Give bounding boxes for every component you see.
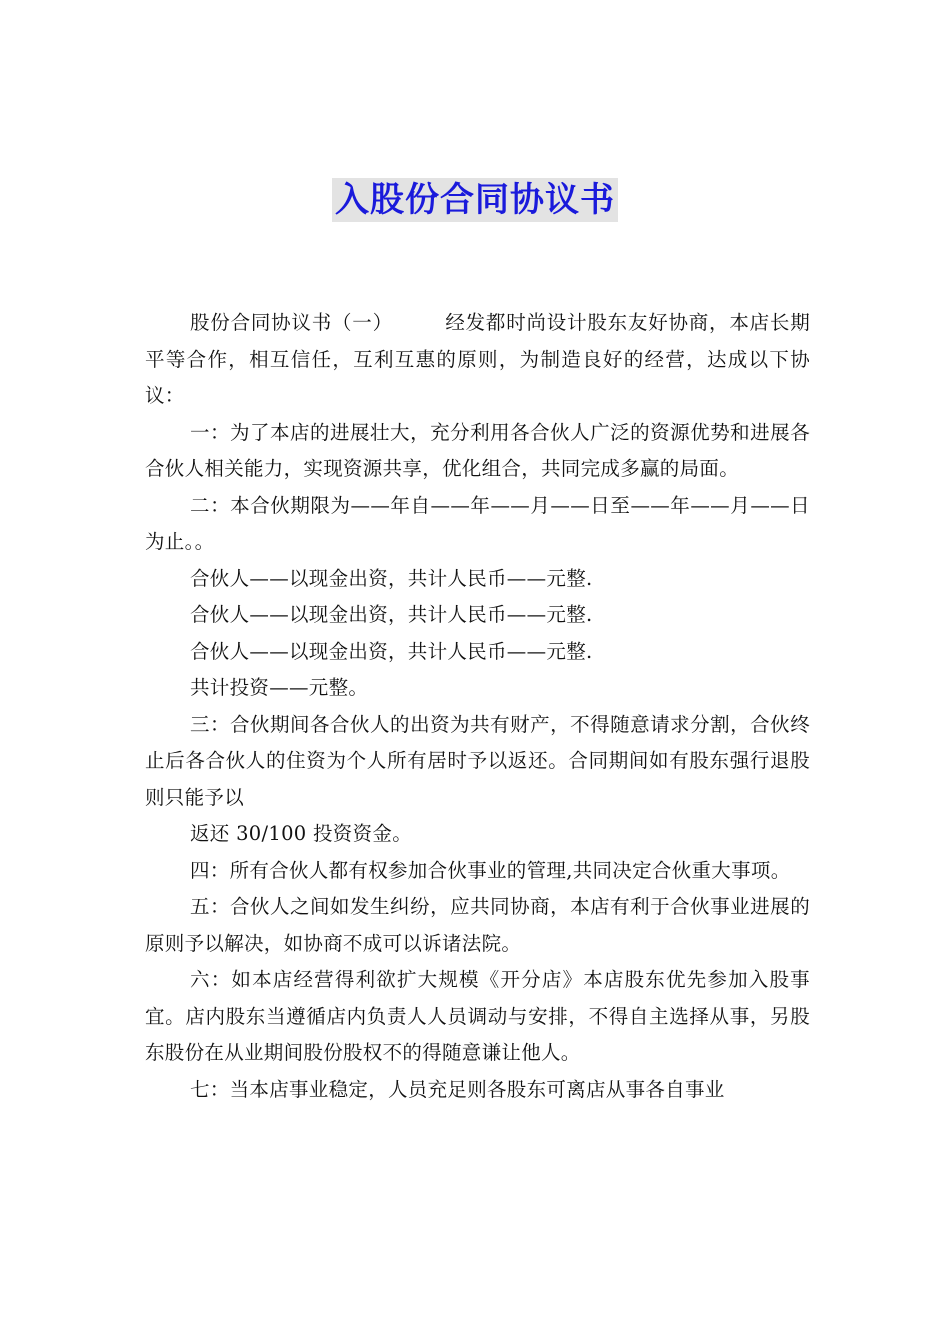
clause-6: 六：如本店经营得利欲扩大规模《开分店》本店股东优先参加入股事宜。店内股东当遵循店内负责人人员调动与安排，不得自主选择从事，另股东股份在从业期间股份股权不的得随意谦让他人。 (145, 968, 810, 1064)
clause-3: 三：合伙期间各合伙人的出资为共有财产，不得随意请求分割，合伙终止后各合伙人的住资为个人所有居时予以返还。合同期间如有股东强行退股则只能予以 (145, 712, 810, 809)
intro-paragraph (145, 305, 810, 415)
total-investment: 共计投资——元整。 (190, 676, 369, 699)
clause-1: 一：为了本店的进展壮大，充分利用各合伙人广泛的资源优势和进展各合伙人相关能力，实现资源共享，优化组合，共同完成多赢的局面。 (145, 420, 810, 480)
clause-2: 二：本合伙期限为——年自——年——月——日至——年——月——日为止。。 (145, 493, 810, 553)
clause-7: 七：当本店事业稳定，人员充足则各股东可离店从事各自事业 (190, 1077, 725, 1101)
document-title: 入股份合同协议书 (332, 178, 618, 222)
document-body (145, 305, 810, 1108)
clause-4: 四：所有合伙人都有权参加合伙事业的管理,共同决定合伙重大事项。 (190, 858, 791, 882)
title-container (0, 178, 950, 222)
clause-3-continued: 返还 30/100 投资资金。 (190, 822, 412, 845)
partner-line-2: 合伙人——以现金出资，共计人民币——元整. (190, 603, 593, 626)
clause-5: 五：合伙人之间如发生纠纷，应共同协商，本店有利于合伙事业进展的原则予以解决，如协商不成可以诉诸法院。 (145, 895, 810, 955)
intro-text: 经发都时尚设计股东友好协商，本店长期平等合作，相互信任，互利互惠的原则，为制造良好的经营，达成以下协议： (145, 311, 810, 407)
partner-line-1: 合伙人——以现金出资，共计人民币——元整. (190, 566, 593, 590)
intro-heading: 股份合同协议书（一） (190, 311, 393, 334)
partner-line-3: 合伙人——以现金出资，共计人民币——元整. (190, 639, 593, 663)
